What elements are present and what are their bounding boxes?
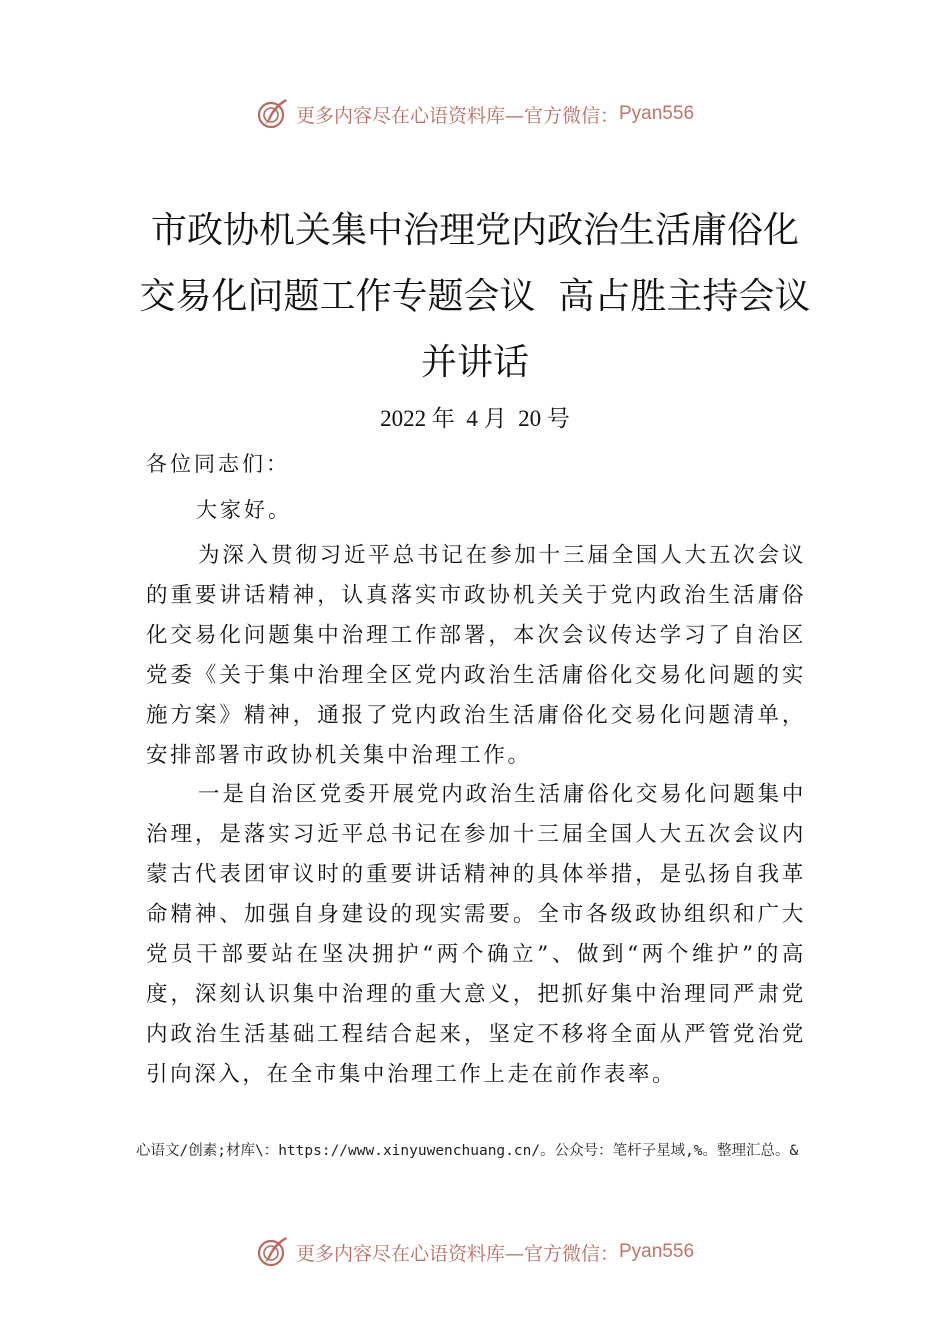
quill-pen-logo-icon bbox=[256, 1235, 290, 1269]
banner-text: 更多内容尽在心语资料库—官方微信： bbox=[295, 104, 619, 127]
banner-wechat-id: Pyan556 bbox=[619, 1241, 695, 1262]
greeting: 大家好。 bbox=[196, 498, 292, 522]
source-note: 心语文/创素;材库\：https://www.xinyuwenchuang.cn/。公众号：笔杆子星域,%。整理汇总。& bbox=[136, 1143, 799, 1159]
footer-banner bbox=[0, 1232, 950, 1272]
title-line-1: 市政协机关集中治理党内政治生活庸俗化 bbox=[150, 210, 799, 251]
document-date: 2022 年 4 月 20 号 bbox=[380, 406, 570, 431]
title-line-3: 并讲话 bbox=[420, 342, 529, 383]
salutation: 各位同志们： bbox=[146, 452, 290, 476]
paragraph-2: 一是自治区党委开展党内政治生活庸俗化交易化问题集中治理，是落实习近平总书记在参加十三届全国人大五次会议内蒙古代表团审议时的重要讲话精神的具体举措，是弘扬自我革命精神、加强自身建设的现实需要。全市各级政协组织和广大党员干部要站在坚决拥护“两个确立”、做到“两个维护”的高度，深刻认识集中治理的重大意义，把抓好集中治理同严肃党内政治生活基础工程结合起来，坚定不移将全面从严管党治党引向深入，在全市集中治理工作上走在前作表率。 bbox=[146, 782, 806, 1087]
banner-wechat-id: Pyan556 bbox=[619, 103, 695, 124]
title-line-2: 交易化问题工作专题会议 高占胜主持会议 bbox=[139, 276, 811, 317]
header-banner bbox=[0, 94, 950, 134]
paragraph-1: 为深入贯彻习近平总书记在参加十三届全国人大五次会议的重要讲话精神，认真落实市政协机关关于党内政治生活庸俗化交易化问题集中治理工作部署，本次会议传达学习了自治区党委《关于集中治理全区党内政治生活庸俗化交易化问题的实施方案》精神，通报了党内政治生活庸俗化交易化问题清单，安排部署市政协机关集中治理工作。 bbox=[146, 543, 806, 768]
quill-pen-logo-icon bbox=[256, 97, 290, 131]
banner-text: 更多内容尽在心语资料库—官方微信： bbox=[295, 1242, 619, 1265]
document-title bbox=[0, 198, 950, 396]
